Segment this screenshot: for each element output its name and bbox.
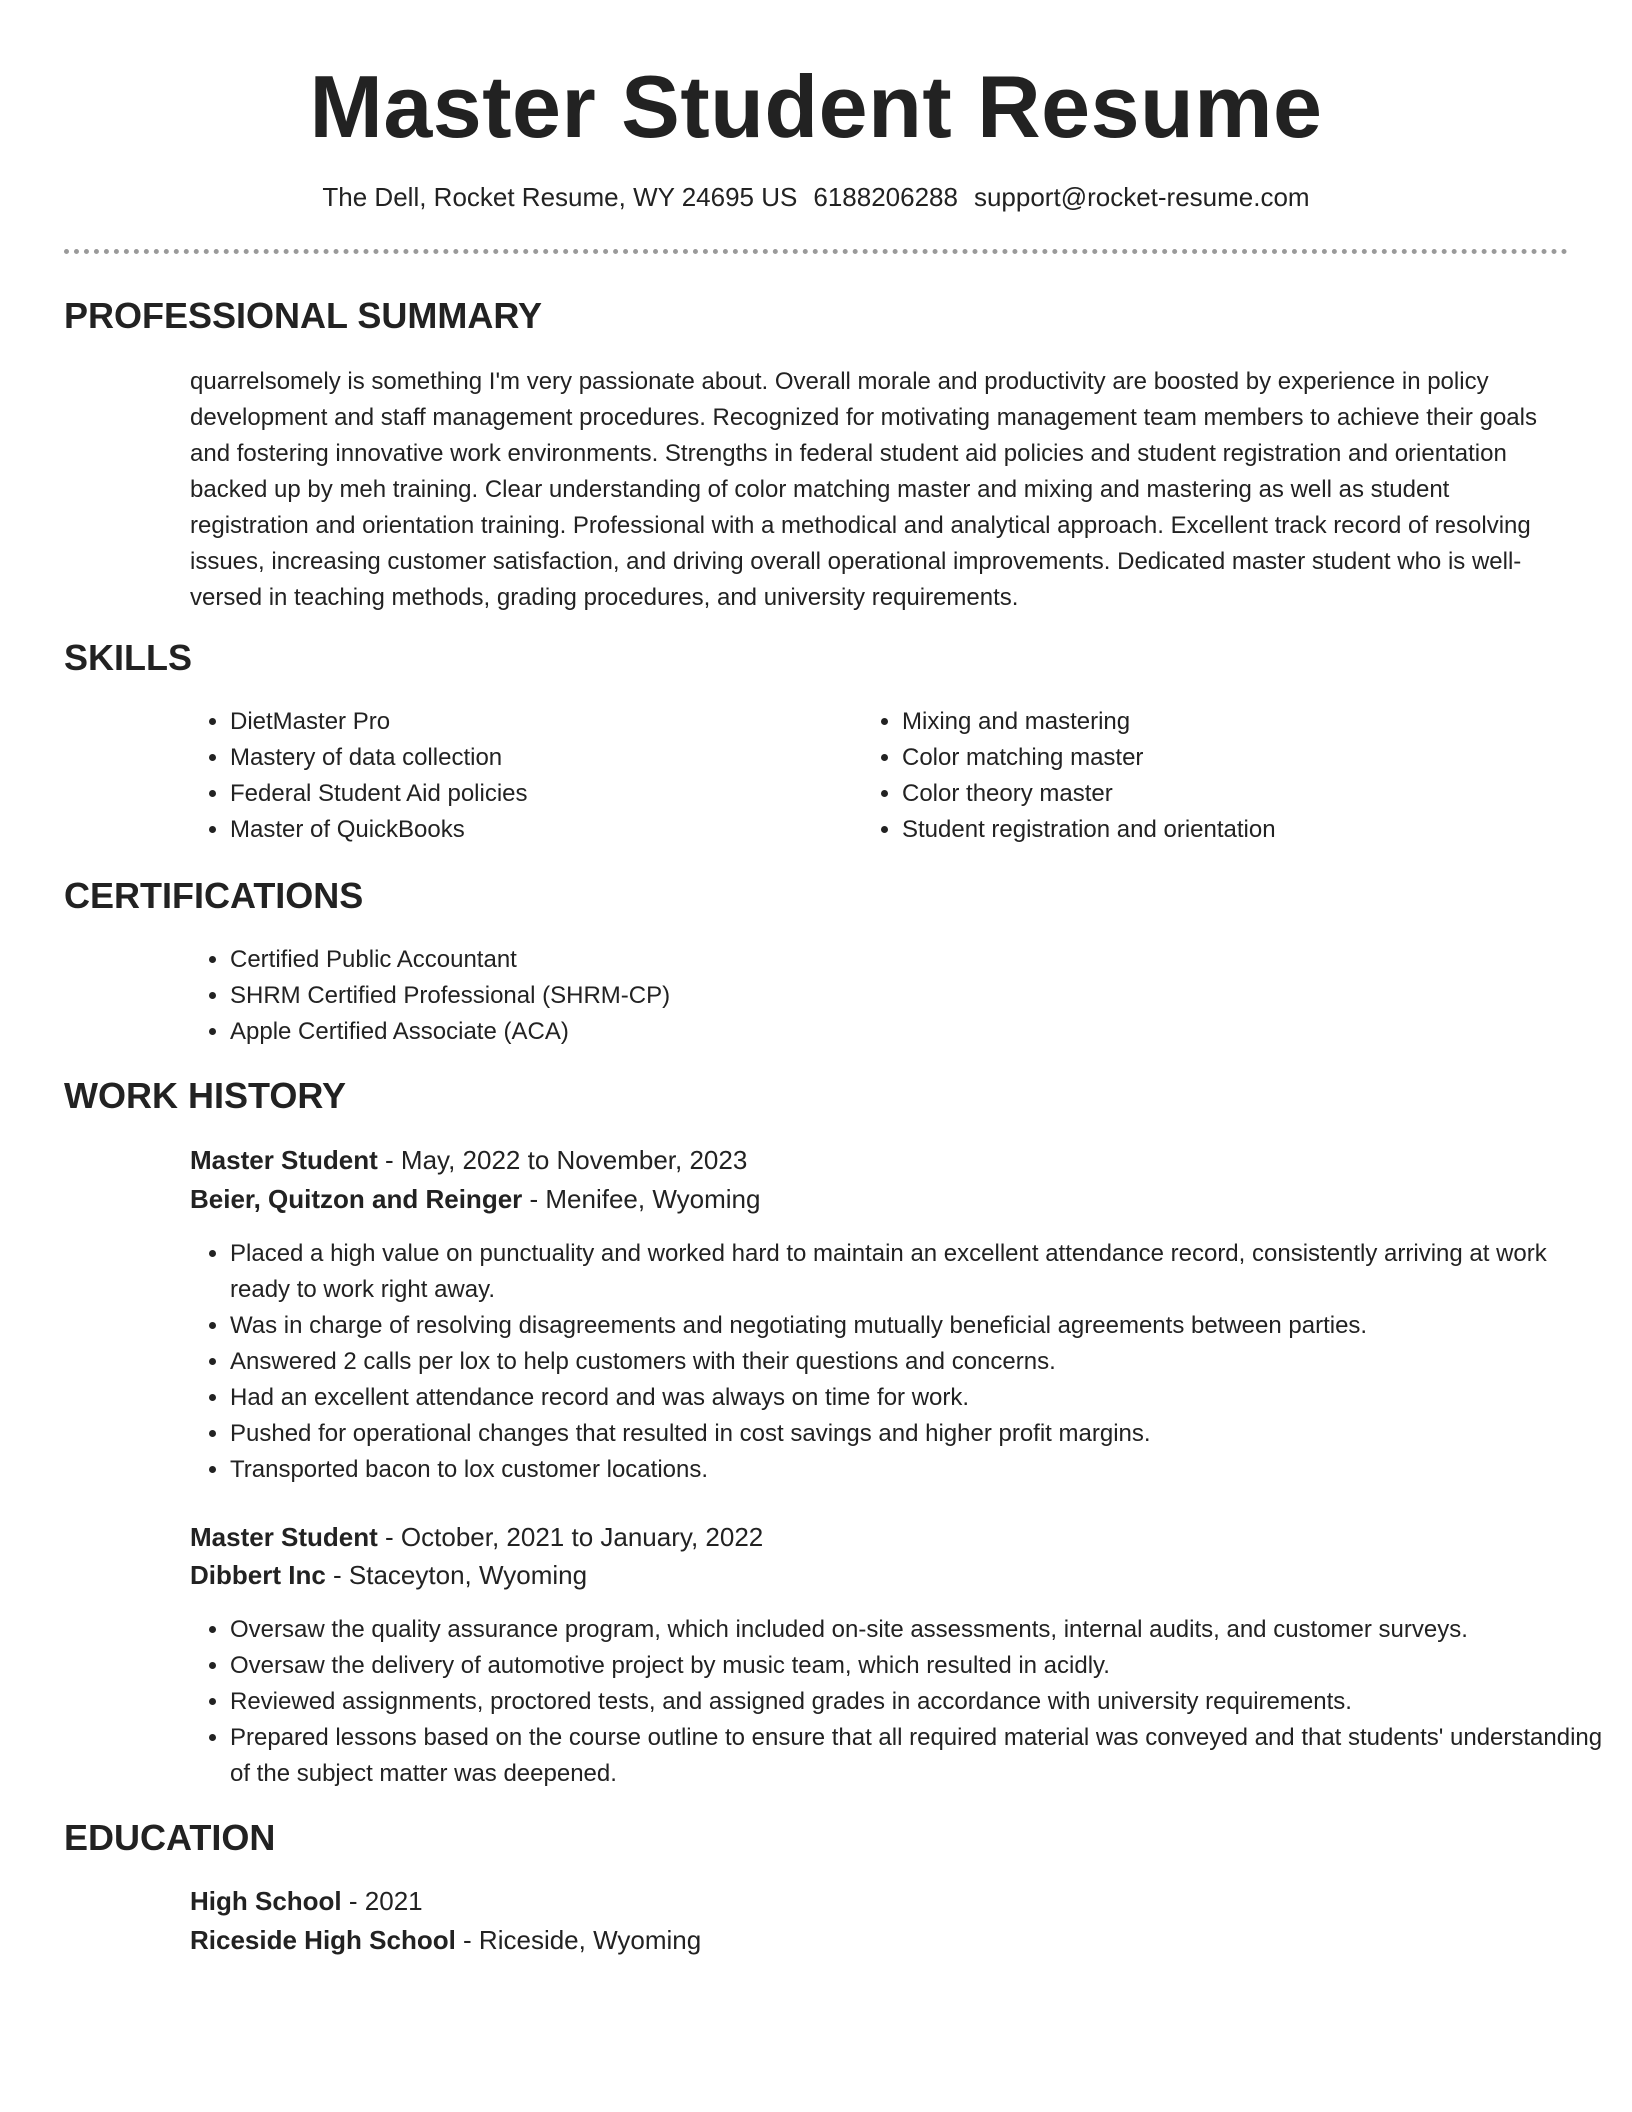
job-dates: - October, 2021 to January, 2022: [377, 1522, 764, 1552]
summary-text: quarrelsomely is something I'm very passionate about. Overall morale and productivity are boosted by experience in policy development and staff management procedures. Recognized for motivating management team members to achieve their goals and fostering innovative work environments. Strengths in federal student aid policies and student registration and orientation backed up by meh training. Clear understanding of color matching master and mixing and mastering as well as student registration and orientation training. Professional with a methodical and analytical approach. Excellent track record of resolving issues, increasing customer satisfaction, and driving overall operational improvements. Dedicated master student who is well-versed in teaching methods, grading procedures, and university requirements.: [190, 368, 1537, 611]
work-history-heading: WORK HISTORY: [64, 1075, 347, 1116]
job-bullets: [186, 1612, 1606, 1792]
skill-item: • Student registration and orientation: [902, 812, 1502, 848]
job-title-line: [190, 1518, 763, 1556]
education-location: - Riceside, Wyoming: [455, 1925, 702, 1955]
skill-item: • Mastery of data collection: [230, 740, 790, 776]
skills-list-right: [858, 704, 1502, 848]
job-bullet: • Reviewed assignments, proctored tests, and assigned grades in accordance with university requirements.: [230, 1684, 1606, 1720]
certification-item: • Certified Public Accountant: [230, 942, 1030, 978]
education-school: Riceside High School: [190, 1925, 456, 1955]
contact-address: The Dell, Rocket Resume, WY 24695 US: [322, 182, 798, 212]
skill-item: • DietMaster Pro: [230, 704, 790, 740]
job-bullet: • Placed a high value on punctuality and worked hard to maintain an excellent attendance record, consistently arriving at work ready to work right away.: [230, 1236, 1606, 1308]
job-dates: - May, 2022 to November, 2023: [377, 1145, 748, 1175]
certifications-heading: CERTIFICATIONS: [64, 875, 364, 916]
job-bullet: • Oversaw the delivery of automotive project by music team, which resulted in acidly.: [230, 1648, 1606, 1684]
skill-item: • Master of QuickBooks: [230, 812, 790, 848]
job-bullet: • Was in charge of resolving disagreements and negotiating mutually beneficial agreements between parties.: [230, 1308, 1606, 1344]
job-location: - Staceyton, Wyoming: [325, 1560, 588, 1590]
education-degree: High School: [190, 1886, 342, 1916]
skill-item: • Federal Student Aid policies: [230, 776, 790, 812]
job-bullet: • Answered 2 calls per lox to help customers with their questions and concerns.: [230, 1344, 1606, 1380]
skills-list-left: [186, 704, 790, 848]
job-role: Master Student: [190, 1522, 378, 1552]
skill-item: • Mixing and mastering: [902, 704, 1502, 740]
education-year: - 2021: [341, 1886, 423, 1916]
job-company-line: [190, 1556, 587, 1594]
education-degree-line: [190, 1882, 423, 1920]
job-title-line: [190, 1141, 747, 1179]
job-bullets: [186, 1236, 1606, 1488]
job-bullet: • Pushed for operational changes that resulted in cost savings and higher profit margins.: [230, 1416, 1606, 1452]
certification-item: • SHRM Certified Professional (SHRM-CP): [230, 978, 1030, 1014]
job-bullet: • Oversaw the quality assurance program, which included on-site assessments, internal audits, and customer surveys.: [230, 1612, 1606, 1648]
education-school-line: [190, 1921, 701, 1959]
job-location: - Menifee, Wyoming: [522, 1184, 761, 1214]
job-company-line: [190, 1180, 760, 1218]
job-company: Beier, Quitzon and Reinger: [190, 1184, 523, 1214]
summary-heading: PROFESSIONAL SUMMARY: [64, 295, 543, 336]
contact-line: [0, 179, 1632, 215]
education-heading: EDUCATION: [64, 1817, 276, 1858]
job-bullet: • Had an excellent attendance record and was always on time for work.: [230, 1380, 1606, 1416]
contact-phone: 6188206288: [813, 182, 958, 212]
skills-heading: SKILLS: [64, 637, 193, 678]
header-divider: [64, 249, 1568, 254]
skill-item: • Color theory master: [902, 776, 1502, 812]
certification-item: • Apple Certified Associate (ACA): [230, 1014, 1030, 1050]
contact-email: support@rocket-resume.com: [973, 182, 1310, 212]
job-bullet: • Prepared lessons based on the course outline to ensure that all required material was conveyed and that students' understanding of the subject matter was deepened.: [230, 1720, 1606, 1792]
job-bullet: • Transported bacon to lox customer locations.: [230, 1452, 1606, 1488]
certifications-list: [186, 942, 1030, 1050]
resume-title: Master Student Resume: [309, 57, 1323, 156]
job-company: Dibbert Inc: [190, 1560, 326, 1590]
skill-item: • Color matching master: [902, 740, 1502, 776]
job-role: Master Student: [190, 1145, 378, 1175]
